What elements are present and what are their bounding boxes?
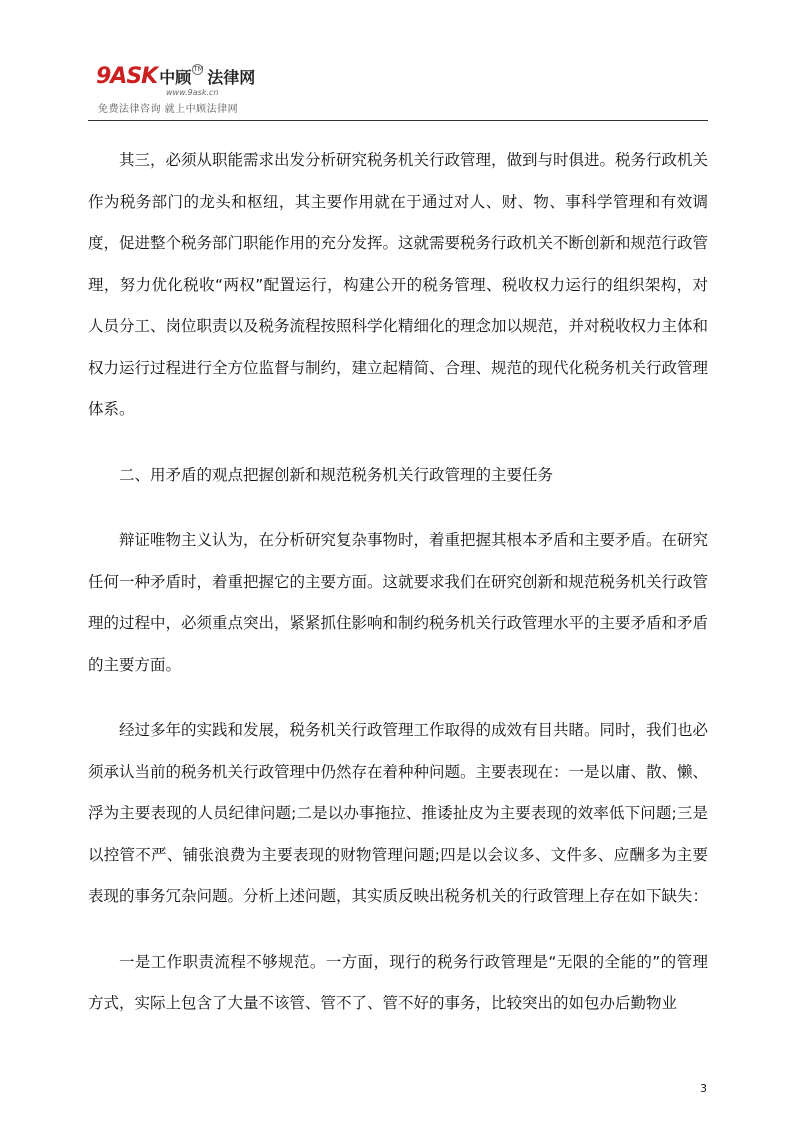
document-body [88,140,708,1025]
page-number: 3 [700,1082,707,1095]
paragraph: 一是工作职责流程不够规范。一方面，现行的税务行政管理是“无限的全能的”的管理方式，实际上包含了大量不该管、管不了、管不好的事务，比较突出的如包办后勤物业 [88,952,708,1012]
paragraph: 经过多年的实践和发展，税务机关行政管理工作取得的成效有目共睹。同时，我们也必须承认当前的税务机关行政管理中仍然存在着种种问题。主要表现在：一是以庸、散、懒、浮为主要表现的人员纪律问题;二是以办事拖拉、推诿扯皮为主要表现的效率低下问题;三是以控管不严、铺张浪费为主要表现的财物管理问题;四是以会议多、文件多、应酬多为主要表现的事务冗杂问题。分析上述问题，其实质反映出税务机关的行政管理上存在如下缺失： [88,721,709,905]
page-header [88,60,708,120]
logo-9ask-text: 9ASK [96,64,158,89]
logo-brand-text: 中顾 [159,68,192,87]
logo-slogan: 免费法律咨询 就上中顾法律网 [98,104,239,115]
paragraph: 辩证唯物主义认为，在分析研究复杂事物时，着重把握其根本矛盾和主要矛盾。在研究任何一种矛盾时，着重把握它的主要方面。这就要求我们在研究创新和规范税务机关行政管理的过程中，必须重点突出，紧紧抓住影响和制约税务机关行政管理水平的主要矛盾和矛盾的主要方面。 [88,531,709,674]
header-divider [88,120,708,121]
logo-brand-text-2: 法律网 [207,68,256,87]
site-logo [88,60,288,116]
logo-url: www.9ask.cn [166,88,219,97]
paragraph: 其三，必须从职能需求出发分析研究税务机关行政管理，做到与时俱进。税务行政机关作为税务部门的龙头和枢纽，其主要作用就在于通过对人、财、物、事科学管理和有效调度，促进整个税务部门职能作用的充分发挥。这就需要税务行政机关不断创新和规范行政管理，努力优化税收“两权”配置运行，构建公开的税务管理、税收权力运行的组织架构，对人员分工、岗位职责以及税务流程按照科学化精细化的理念加以规范，并对税收权力主体和权力运行过程进行全方位监督与制约，建立起精简、合理、规范的现代化税务机关行政管理体系。 [88,151,709,418]
section-heading: 二、用矛盾的观点把握创新和规范税务机关行政管理的主要任务 [119,465,554,484]
trademark-icon: TM [193,65,204,73]
